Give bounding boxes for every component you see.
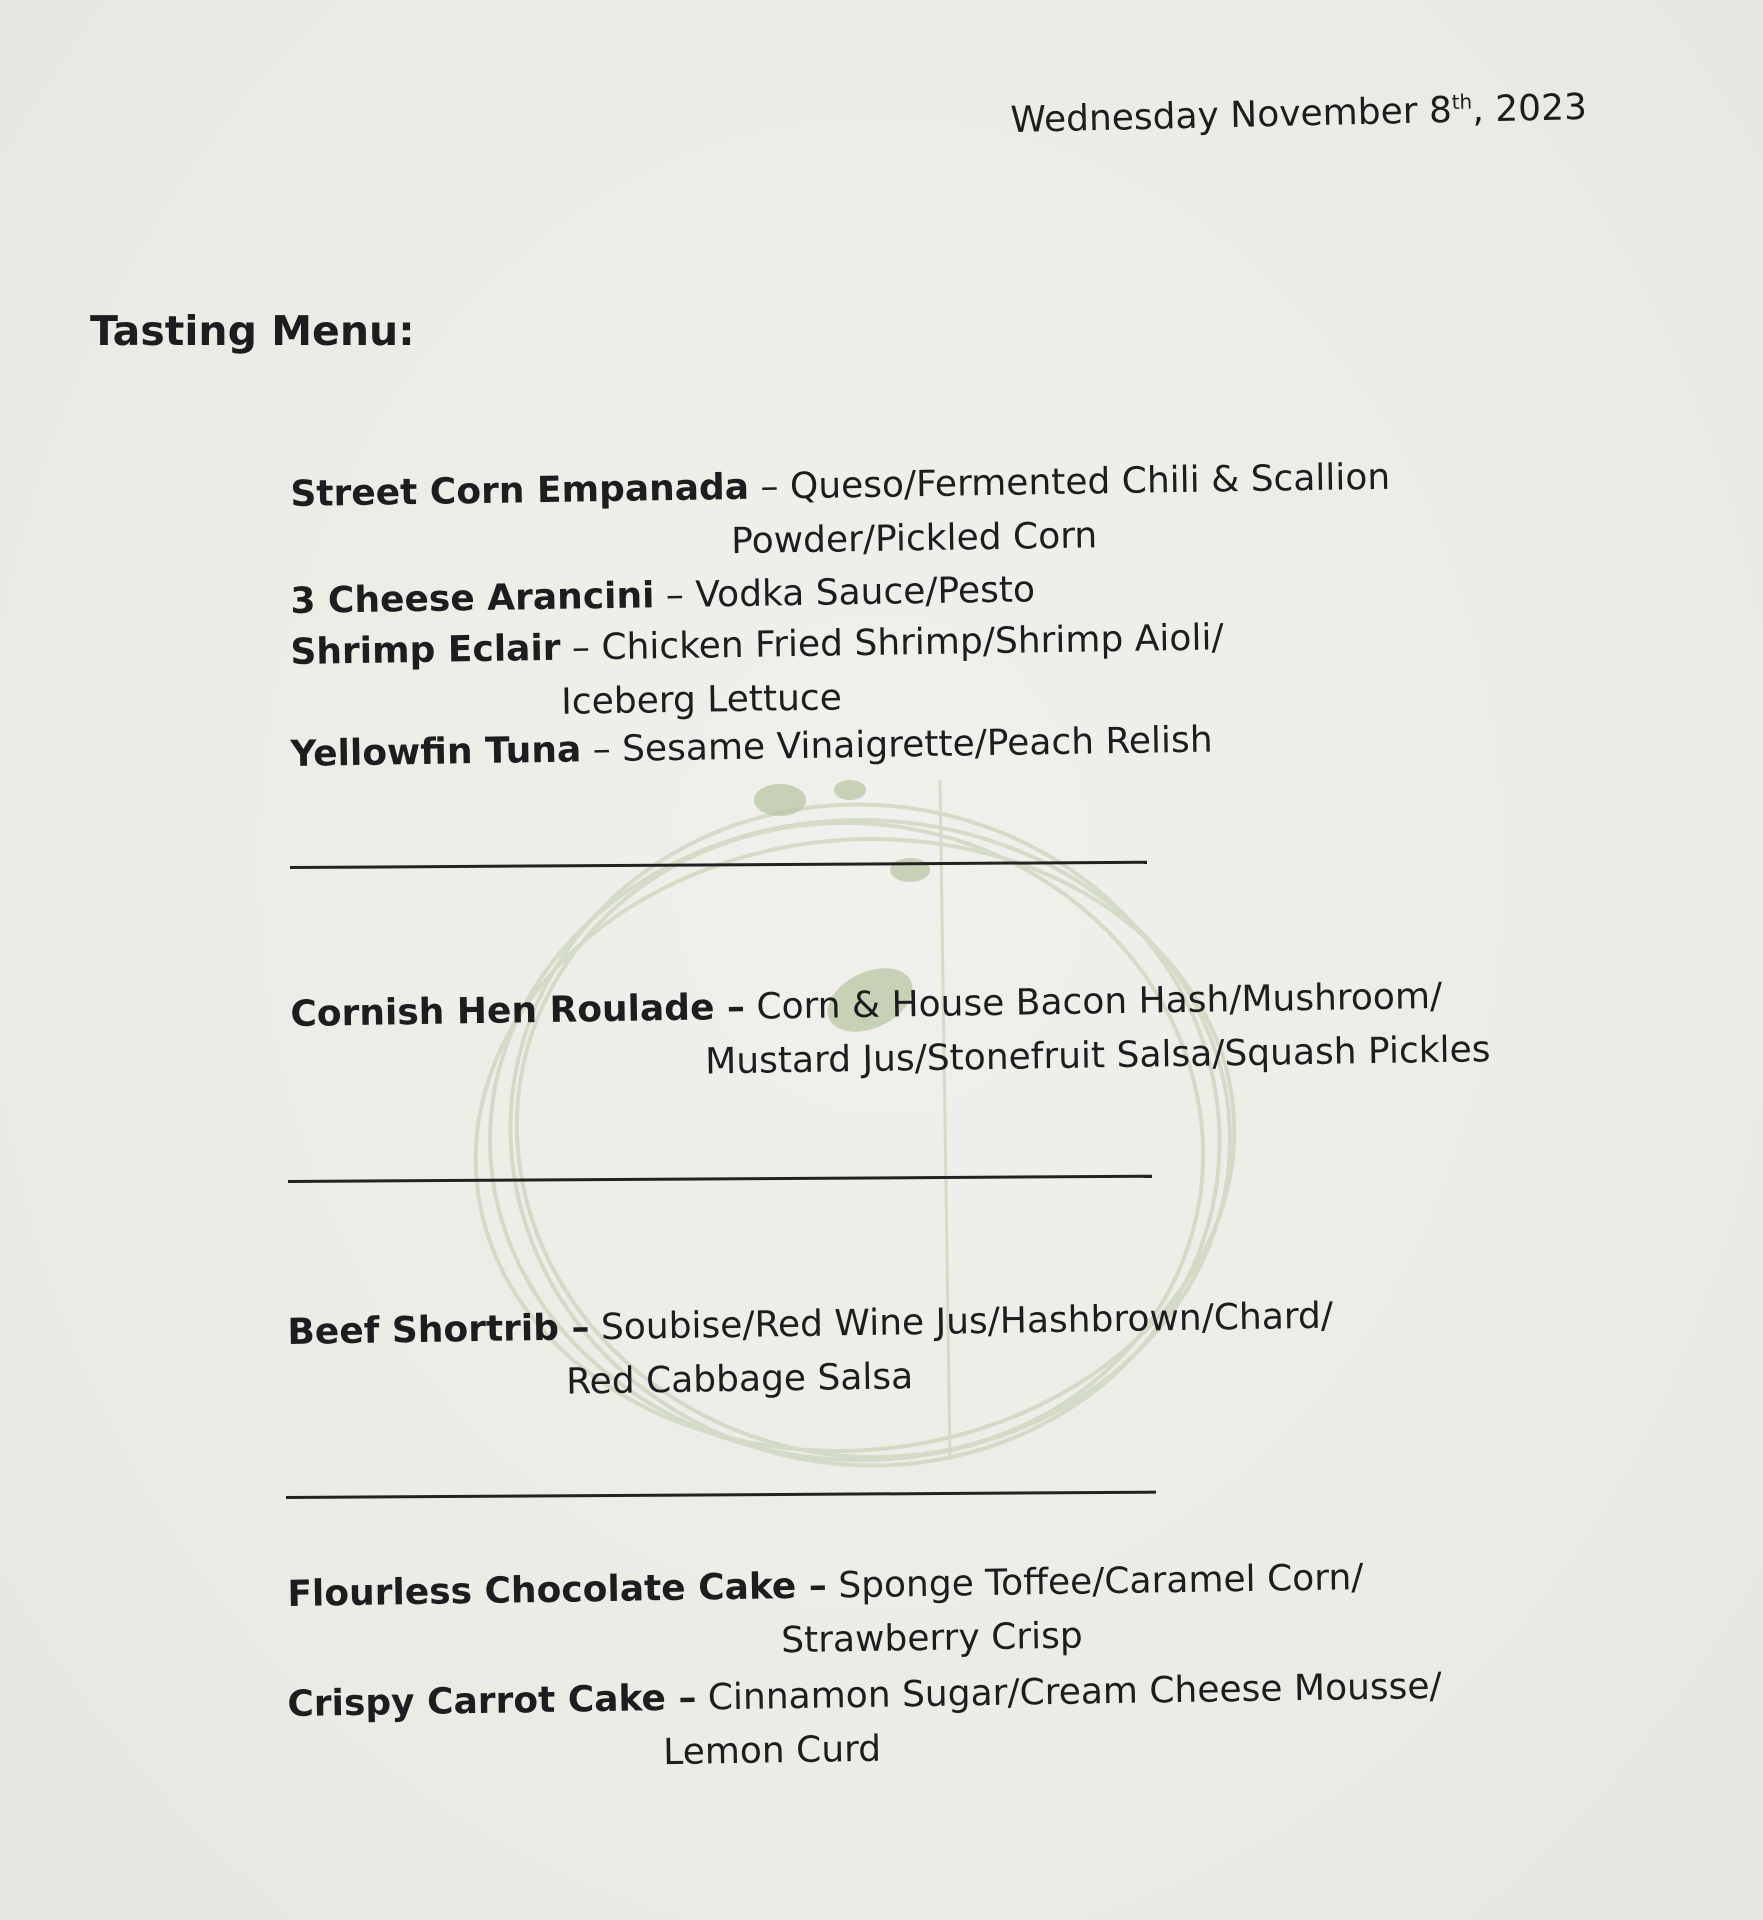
item-separator	[696, 1677, 708, 1718]
item-separator: –	[580, 728, 623, 771]
item-name: Cornish Hen Roulade –	[290, 986, 746, 1035]
item-name: Shrimp Eclair	[290, 627, 561, 673]
item-separator: –	[748, 466, 791, 508]
item-description-cont: Iceberg Lettuce	[560, 677, 843, 723]
item-separator	[827, 1565, 839, 1606]
item-separator	[589, 1307, 601, 1348]
item-description-cont: Red Cabbage Salsa	[565, 1356, 914, 1403]
menu-item	[287, 1660, 1443, 1786]
item-description-cont: Mustard Jus/Stonefruit Salsa/Squash Pickles	[704, 1029, 1491, 1083]
menu-item	[287, 1290, 1334, 1414]
item-description: Sponge Toffee/Caramel Corn/	[837, 1557, 1364, 1607]
menu-item	[290, 451, 1391, 576]
item-name: Beef Shortrib –	[287, 1307, 590, 1353]
date-year: , 2023	[1471, 86, 1588, 131]
item-description: Cinnamon Sugar/Cream Cheese Mousse/	[707, 1665, 1442, 1719]
menu-item	[290, 969, 1491, 1096]
item-separator: –	[560, 627, 602, 669]
item-description-cont: Strawberry Crisp	[780, 1615, 1084, 1662]
item-name: Street Corn Empanada	[290, 466, 750, 515]
menu-item	[287, 1551, 1365, 1676]
item-description: Soubise/Red Wine Jus/Hashbrown/Chard/	[600, 1295, 1334, 1349]
date-text: Wednesday November 8	[1010, 89, 1453, 141]
course-divider	[286, 1491, 1156, 1499]
item-description-cont: Lemon Curd	[662, 1728, 882, 1774]
item-name: 3 Cheese Arancini	[290, 575, 655, 622]
item-description-cont: Powder/Pickled Corn	[730, 515, 1098, 563]
item-name: Flourless Chocolate Cake –	[287, 1565, 828, 1615]
menu-date	[1010, 87, 1587, 141]
item-separator: –	[654, 574, 696, 617]
menu-heading: Tasting Menu:	[90, 307, 415, 355]
item-separator	[745, 987, 757, 1028]
item-name: Yellowfin Tuna	[290, 729, 582, 775]
item-description: Vodka Sauce/Pesto	[694, 569, 1036, 616]
item-description: Corn & House Bacon Hash/Mushroom/	[756, 975, 1443, 1028]
item-description: Sesame Vinaigrette/Peach Relish	[621, 719, 1213, 770]
date-ordinal-suffix: th	[1451, 89, 1473, 114]
item-name: Crispy Carrot Cake –	[287, 1677, 697, 1725]
item-description: Queso/Fermented Chili & Scallion	[789, 456, 1391, 508]
item-description: Chicken Fried Shrimp/Shrimp Aioli/	[601, 617, 1224, 669]
